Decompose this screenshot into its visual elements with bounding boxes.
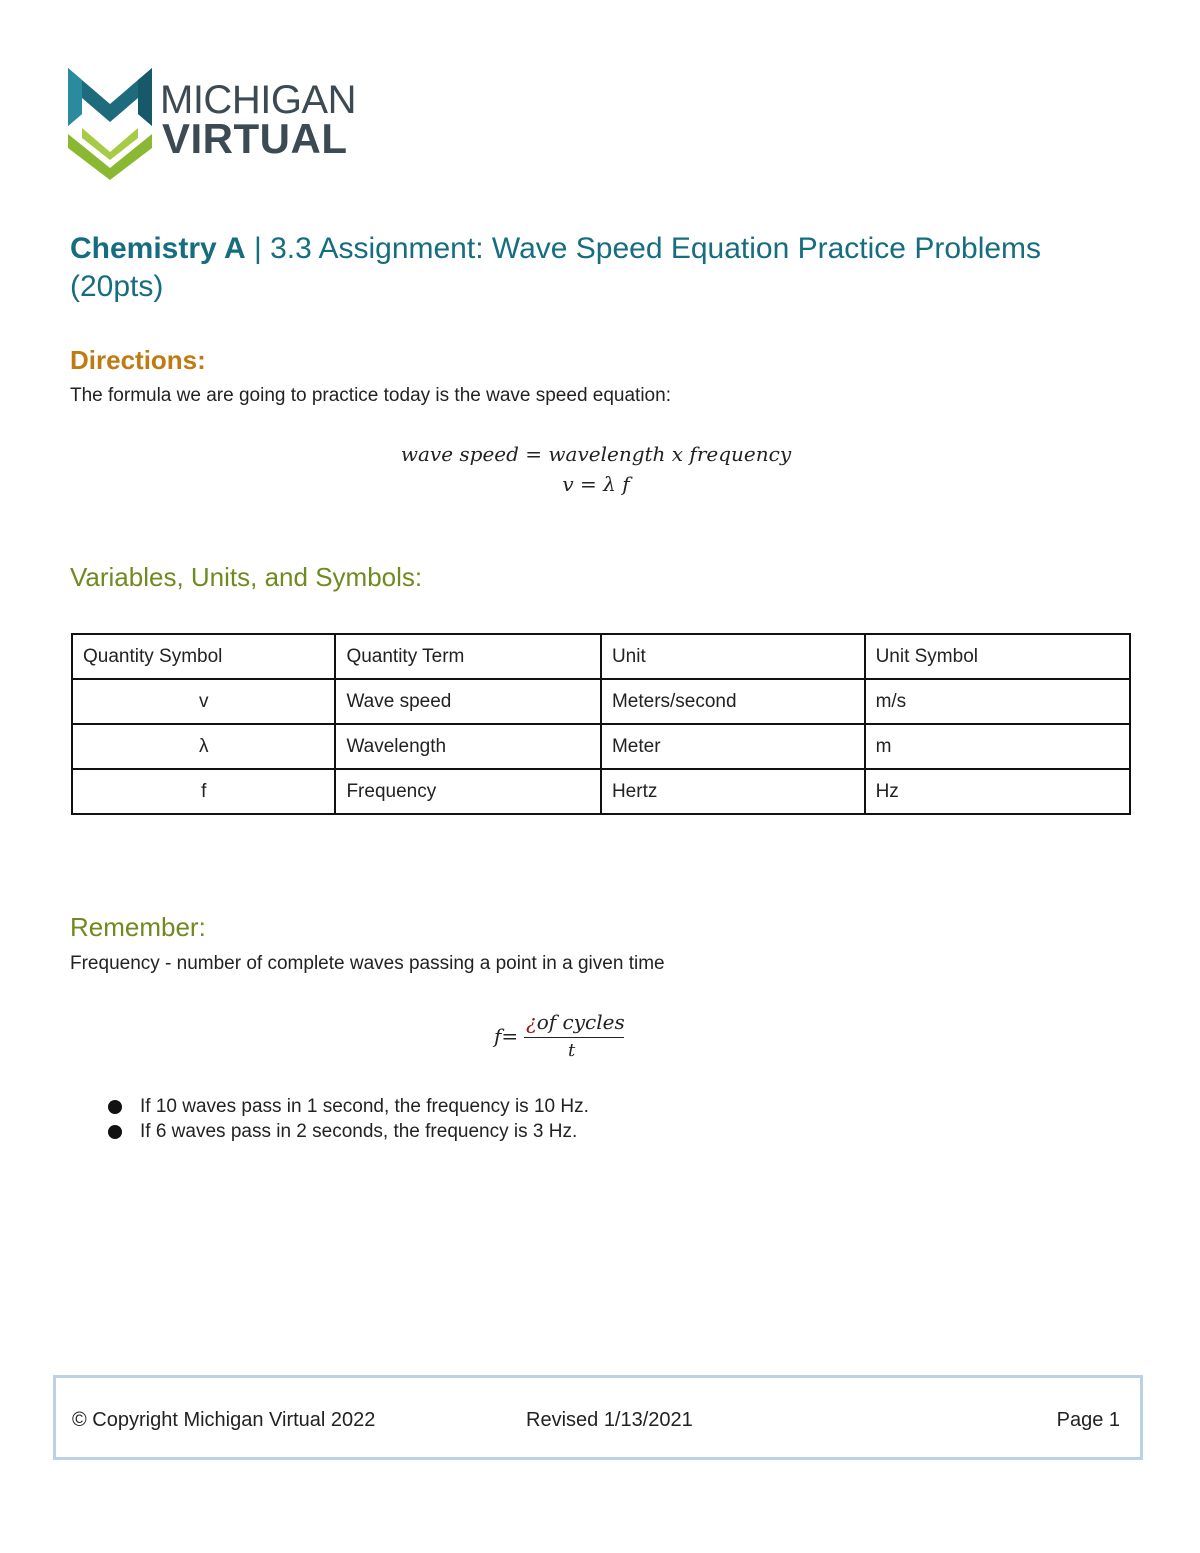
table-cell: Meter <box>601 724 865 769</box>
list-item <box>108 1094 589 1119</box>
variables-table <box>71 633 1131 815</box>
table-row <box>72 724 1130 769</box>
table-cell: Wavelength <box>335 724 601 769</box>
logo-line2: VIRTUAL <box>162 115 348 162</box>
table-cell: Hertz <box>601 769 865 814</box>
table-cell: v <box>72 679 335 724</box>
course-name: Chemistry A <box>70 232 246 265</box>
table-cell: Meters/second <box>601 679 865 724</box>
variables-heading: Variables, Units, and Symbols: <box>70 562 423 592</box>
table-header-row <box>72 634 1130 679</box>
table-cell: Wave speed <box>335 679 601 724</box>
table-header-cell: Unit <box>601 634 865 679</box>
assignment-name: 3.3 Assignment: Wave Speed Equation Practice Problems (20pts) <box>70 232 1042 303</box>
table-row <box>72 769 1130 814</box>
table-cell: m/s <box>865 679 1130 724</box>
bullet-icon <box>108 1100 122 1114</box>
table-row <box>72 679 1130 724</box>
table-header-cell: Quantity Term <box>335 634 601 679</box>
examples-list <box>108 1094 589 1144</box>
table-header-cell: Unit Symbol <box>865 634 1130 679</box>
list-item-text: If 6 waves pass in 2 seconds, the frequency is 3 Hz. <box>140 1121 578 1142</box>
wave-speed-equation-symbols: v = λ f <box>562 472 630 496</box>
list-item <box>108 1119 589 1144</box>
footer-page-number: Page 1 <box>1056 1409 1120 1431</box>
page-footer <box>53 1375 1143 1460</box>
logo-line1: MICHIGAN <box>160 78 356 122</box>
frequency-equation <box>490 1010 640 1065</box>
frequency-definition: Frequency - number of complete waves passing a point in a given time <box>70 953 665 974</box>
footer-copyright: © Copyright Michigan Virtual 2022 <box>72 1409 376 1431</box>
list-item-text: If 10 waves pass in 1 second, the frequency is 10 Hz. <box>140 1096 589 1117</box>
title-separator: | <box>245 232 271 265</box>
directions-heading: Directions: <box>70 345 206 375</box>
table-cell: m <box>865 724 1130 769</box>
table-cell: Frequency <box>335 769 601 814</box>
michigan-virtual-logo <box>68 68 368 183</box>
frequency-eq-num-text: of cycles <box>536 1010 625 1034</box>
frequency-eq-numerator <box>526 1010 625 1034</box>
directions-text: The formula we are going to practice today is the wave speed equation: <box>70 385 671 406</box>
footer-revised-date: Revised 1/13/2021 <box>526 1409 693 1431</box>
table-cell: f <box>72 769 335 814</box>
frequency-eq-lhs: f= <box>494 1024 519 1048</box>
table-header-cell: Quantity Symbol <box>72 634 335 679</box>
bullet-icon <box>108 1125 122 1139</box>
table-cell: Hz <box>865 769 1130 814</box>
table-cell: λ <box>72 724 335 769</box>
fraction-bar <box>524 1037 624 1038</box>
frequency-eq-denominator: t <box>568 1040 576 1061</box>
page-title <box>70 230 1130 306</box>
frequency-eq-mark: ¿ <box>526 1010 537 1034</box>
wave-speed-equation-words: wave speed = wavelength x frequency <box>400 442 792 466</box>
remember-heading: Remember: <box>70 912 206 942</box>
m-chevron-logo-icon <box>68 68 152 180</box>
